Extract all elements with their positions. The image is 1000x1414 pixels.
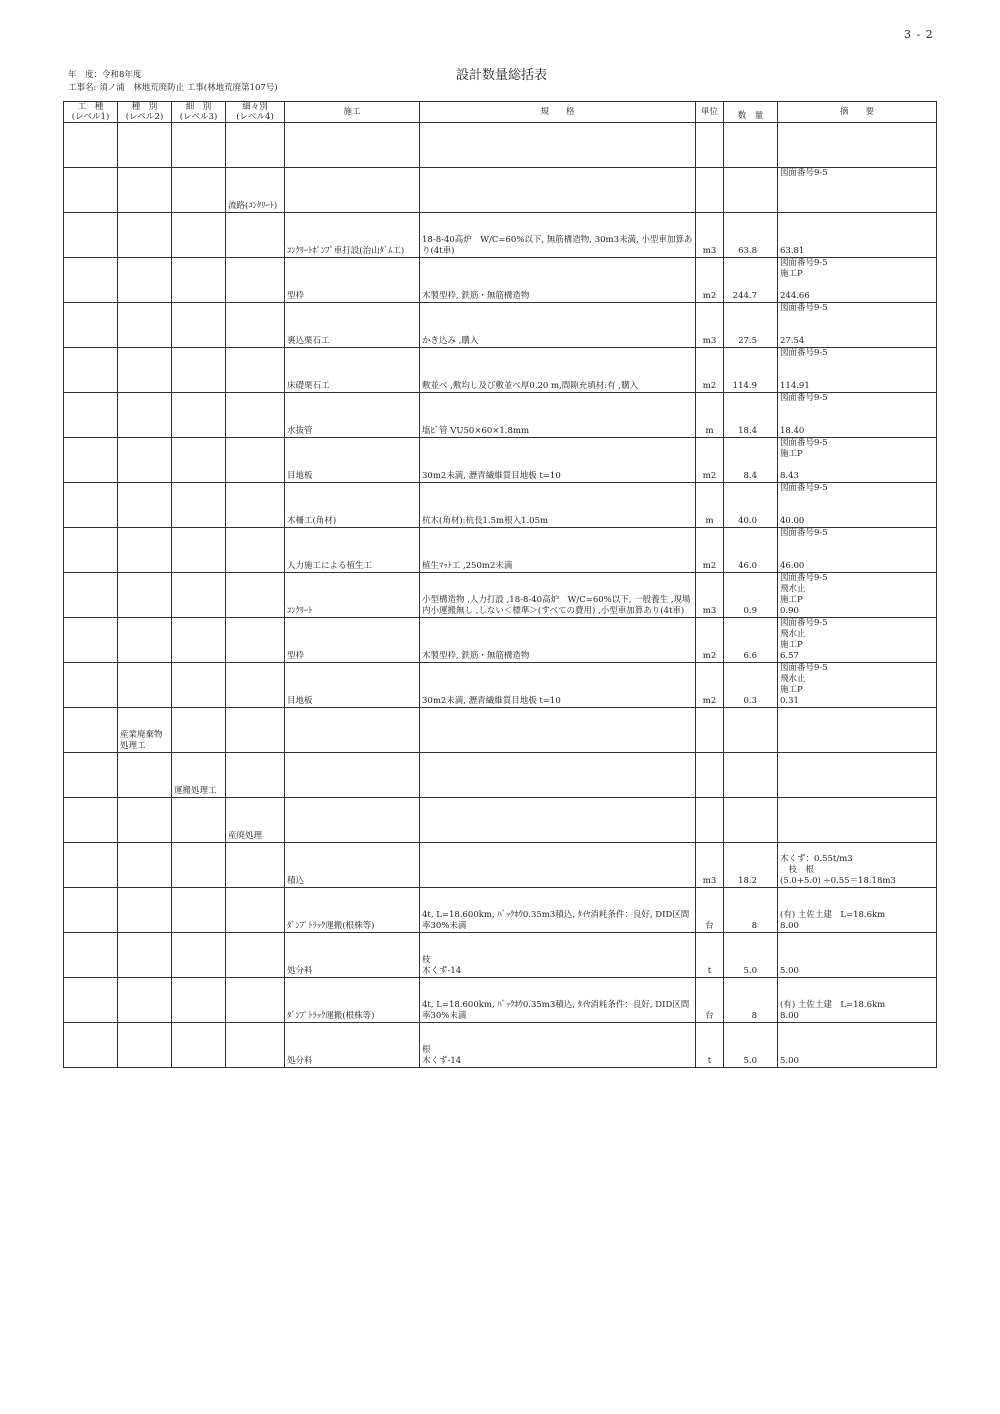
remark-line: 40.00 [780, 516, 805, 526]
cell-qty: 8.4 [724, 438, 778, 483]
header-level4: 細々別 (レベル4) [226, 102, 285, 123]
cell-unit [696, 753, 724, 798]
cell-level4: 産廃処理 [226, 798, 285, 843]
table-row [64, 753, 937, 798]
remark-line [780, 224, 934, 235]
cell-level3 [172, 123, 226, 168]
remark-line: 図面番号9-5 [780, 168, 828, 178]
cell-unit: m2 [696, 528, 724, 573]
remark-line: 図面番号9-5 [780, 348, 828, 358]
table-row [64, 438, 937, 483]
cell-level4 [226, 438, 285, 483]
cell-level3 [172, 573, 226, 618]
cell-spec [420, 168, 696, 213]
cell-spec [420, 753, 696, 798]
cell-work: 目地板 [285, 438, 420, 483]
cell-level1 [64, 213, 118, 258]
cell-remark [778, 303, 937, 348]
remark-line: 木くず：0.55t/m3 [780, 854, 853, 864]
cell-work [285, 753, 420, 798]
remark-line [780, 404, 934, 415]
remark-line: 施工P [780, 449, 803, 459]
cell-level4 [226, 663, 285, 708]
cell-spec: 18-8-40高炉 W/C=60%以下, 無筋構造物, 30m3未満, 小型車加算あり(4t車) [420, 213, 696, 258]
header-level2: 種 別 (レベル2) [118, 102, 172, 123]
remark-line: 図面番号9-5 [780, 258, 828, 268]
remark-line: 8.00 [780, 921, 799, 931]
table-row [64, 663, 937, 708]
remark-line [780, 235, 934, 246]
cell-level3 [172, 348, 226, 393]
cell-level1 [64, 843, 118, 888]
cell-level2: 産業廃棄物処理工 [118, 708, 172, 753]
remark-line: 0.90 [780, 606, 799, 616]
table-row [64, 933, 937, 978]
cell-remark [778, 213, 937, 258]
cell-level1 [64, 528, 118, 573]
cell-work: ﾀﾞﾝﾌﾟﾄﾗｯｸ運搬(根株等) [285, 978, 420, 1023]
cell-spec: 塩ﾋﾞ管 VU50×60×1.8mm [420, 393, 696, 438]
cell-qty: 18.4 [724, 393, 778, 438]
cell-level2 [118, 663, 172, 708]
cell-work [285, 123, 420, 168]
cell-level4: 流路(ｺﾝｸﾘｰﾄ) [226, 168, 285, 213]
cell-level3 [172, 438, 226, 483]
cell-level1 [64, 888, 118, 933]
cell-spec: 杭木(角材):杭長1.5m根入1.05m [420, 483, 696, 528]
cell-unit [696, 708, 724, 753]
cell-remark [778, 933, 937, 978]
cell-spec [420, 123, 696, 168]
cell-work: 床礎栗石工 [285, 348, 420, 393]
cell-remark [778, 843, 937, 888]
cell-work: 積込 [285, 843, 420, 888]
cell-level3 [172, 933, 226, 978]
cell-qty: 8 [724, 888, 778, 933]
cell-level3 [172, 798, 226, 843]
header-qty: 数 量 [724, 102, 778, 123]
remark-line: 18.40 [780, 426, 805, 436]
cell-level4 [226, 618, 285, 663]
table-row [64, 213, 937, 258]
cell-level4 [226, 933, 285, 978]
cell-work: ｺﾝｸﾘｰﾄﾎﾟﾝﾌﾟ車打設(治山ﾀﾞﾑ工) [285, 213, 420, 258]
cell-qty [724, 753, 778, 798]
cell-remark [778, 258, 937, 303]
cell-unit: m2 [696, 438, 724, 483]
cell-level3 [172, 213, 226, 258]
remark-line: (有) 土佐土建 L=18.6km [780, 910, 886, 920]
remark-line [780, 325, 934, 336]
header-level1: 工 種 (レベル1) [64, 102, 118, 123]
cell-level1 [64, 438, 118, 483]
cell-level4 [226, 348, 285, 393]
remark-line: 飛水止 [780, 584, 806, 594]
cell-unit [696, 168, 724, 213]
cell-unit: m3 [696, 573, 724, 618]
cell-qty: 27.5 [724, 303, 778, 348]
remark-line [780, 314, 934, 325]
cell-level2 [118, 843, 172, 888]
cell-spec: 木製型枠, 鉄筋・無筋構造物 [420, 618, 696, 663]
header-remark: 摘 要 [778, 102, 937, 123]
cell-spec: 木製型枠, 鉄筋・無筋構造物 [420, 258, 696, 303]
cell-level3 [172, 888, 226, 933]
remark-line: (5.0+5.0) ÷0.55＝18.18m3 [780, 876, 896, 886]
cell-level3 [172, 168, 226, 213]
cell-unit: 台 [696, 978, 724, 1023]
cell-remark [778, 528, 937, 573]
cell-spec: 4t, L=18.600km, ﾊﾞｯｸﾎｳ0.35m3積込, ﾀｲﾔ消耗条件：良好, DID区間率30%未満 [420, 978, 696, 1023]
remark-line: 飛水止 [780, 674, 806, 684]
cell-qty: 5.0 [724, 933, 778, 978]
cell-level4 [226, 303, 285, 348]
cell-qty: 6.6 [724, 618, 778, 663]
cell-level4 [226, 573, 285, 618]
cell-level2 [118, 528, 172, 573]
table-row [64, 888, 937, 933]
cell-level3 [172, 393, 226, 438]
cell-unit: m2 [696, 663, 724, 708]
table-row [64, 843, 937, 888]
cell-level2 [118, 1023, 172, 1068]
cell-level1 [64, 798, 118, 843]
remark-line [780, 213, 934, 224]
cell-unit [696, 123, 724, 168]
cell-qty [724, 168, 778, 213]
cell-qty [724, 708, 778, 753]
cell-level1 [64, 348, 118, 393]
remark-line: 114.91 [780, 381, 810, 391]
cell-remark [778, 348, 937, 393]
cell-level1 [64, 708, 118, 753]
header-unit: 単位 [696, 102, 724, 123]
remark-line: 8.43 [780, 471, 799, 481]
cell-remark [778, 618, 937, 663]
cell-level1 [64, 573, 118, 618]
remark-line [780, 460, 934, 471]
cell-work: 裏込栗石工 [285, 303, 420, 348]
remark-line: 27.54 [780, 336, 805, 346]
cell-work: 処分料 [285, 933, 420, 978]
cell-remark [778, 798, 937, 843]
cell-unit: m2 [696, 618, 724, 663]
cell-spec: 30m2未満, 瀝青繊維質目地板 t=10 [420, 438, 696, 483]
cell-spec: 小型構造物 ,人力打設 ,18-8-40高炉 W/C=60%以下, 一般養生 ,現場内小運搬無し ,しない＜標準＞(すべての費用) ,小型車加算あり(4t車) [420, 573, 696, 618]
cell-remark [778, 753, 937, 798]
cell-level3 [172, 528, 226, 573]
cell-work: 目地板 [285, 663, 420, 708]
cell-level2 [118, 393, 172, 438]
cell-level2 [118, 258, 172, 303]
cell-level2 [118, 888, 172, 933]
cell-remark [778, 978, 937, 1023]
cell-level2 [118, 933, 172, 978]
table-row [64, 168, 937, 213]
cell-level1 [64, 483, 118, 528]
cell-level2 [118, 798, 172, 843]
cell-qty: 5.0 [724, 1023, 778, 1068]
cell-spec [420, 708, 696, 753]
cell-level2 [118, 483, 172, 528]
cell-work: 木柵工(角材) [285, 483, 420, 528]
cell-work: 型枠 [285, 258, 420, 303]
cell-level1 [64, 123, 118, 168]
cell-level3 [172, 708, 226, 753]
remark-line: 244.66 [780, 291, 810, 301]
quantity-summary-table [63, 101, 937, 1068]
cell-level4 [226, 888, 285, 933]
table-row [64, 1023, 937, 1068]
remark-line: (有) 土佐土建 L=18.6km [780, 1000, 886, 1010]
cell-remark [778, 1023, 937, 1068]
cell-spec: 30m2未満, 瀝青繊維質目地板 t=10 [420, 663, 696, 708]
cell-level3 [172, 483, 226, 528]
cell-unit: m3 [696, 303, 724, 348]
remark-line [780, 280, 934, 291]
remark-line: 63.81 [780, 246, 805, 256]
cell-level4 [226, 978, 285, 1023]
cell-level3 [172, 663, 226, 708]
cell-level2 [118, 213, 172, 258]
cell-level1 [64, 618, 118, 663]
remark-line: 図面番号9-5 [780, 303, 828, 313]
cell-remark [778, 123, 937, 168]
cell-level4 [226, 258, 285, 303]
cell-level4 [226, 843, 285, 888]
cell-level3 [172, 618, 226, 663]
cell-remark [778, 438, 937, 483]
table-row [64, 573, 937, 618]
remark-line [780, 415, 934, 426]
cell-qty: 0.9 [724, 573, 778, 618]
cell-spec [420, 798, 696, 843]
cell-level1 [64, 303, 118, 348]
cell-work [285, 798, 420, 843]
cell-work: ｺﾝｸﾘｰﾄ [285, 573, 420, 618]
cell-unit: m2 [696, 348, 724, 393]
cell-unit: 台 [696, 888, 724, 933]
cell-qty [724, 123, 778, 168]
remark-line: 施工P [780, 595, 803, 605]
cell-level1 [64, 978, 118, 1023]
cell-remark [778, 888, 937, 933]
cell-qty: 46.0 [724, 528, 778, 573]
cell-unit: m [696, 393, 724, 438]
cell-unit: m [696, 483, 724, 528]
cell-level2 [118, 168, 172, 213]
remark-line: 図面番号9-5 [780, 618, 828, 628]
table-row [64, 393, 937, 438]
remark-line: 図面番号9-5 [780, 528, 828, 538]
cell-remark [778, 708, 937, 753]
remark-line: 5.00 [780, 966, 799, 976]
cell-remark [778, 483, 937, 528]
cell-work [285, 708, 420, 753]
cell-level2 [118, 348, 172, 393]
cell-spec: 敷並べ ,敷均し及び敷並べ厚0.20 m,間隙充填材:有 ,購入 [420, 348, 696, 393]
remark-line [780, 359, 934, 370]
cell-level1 [64, 168, 118, 213]
cell-unit [696, 798, 724, 843]
cell-qty: 18.2 [724, 843, 778, 888]
header-spec: 規 格 [420, 102, 696, 123]
remark-line [780, 505, 934, 516]
cell-spec [420, 843, 696, 888]
cell-level4 [226, 483, 285, 528]
remark-line: 飛水止 [780, 629, 806, 639]
page-title: 設計数量総括表 [456, 68, 548, 83]
cell-level2 [118, 978, 172, 1023]
cell-level1 [64, 1023, 118, 1068]
header-work: 施工 [285, 102, 420, 123]
table-row [64, 528, 937, 573]
header-level3: 細 別 (レベル3) [172, 102, 226, 123]
cell-unit: m3 [696, 843, 724, 888]
cell-qty: 40.0 [724, 483, 778, 528]
cell-work: 型枠 [285, 618, 420, 663]
cell-unit: m3 [696, 213, 724, 258]
cell-spec: 根 木くず-14 [420, 1023, 696, 1068]
remark-line: 施工P [780, 640, 803, 650]
remark-line: 図面番号9-5 [780, 573, 828, 583]
remark-line: 8.00 [780, 1011, 799, 1021]
cell-level2 [118, 438, 172, 483]
remark-line [780, 550, 934, 561]
cell-level4 [226, 123, 285, 168]
cell-level1 [64, 258, 118, 303]
cell-qty: 8 [724, 978, 778, 1023]
table-row [64, 348, 937, 393]
cell-work: 処分料 [285, 1023, 420, 1068]
cell-spec: 植生ﾏｯﾄ工 ,250m2未満 [420, 528, 696, 573]
table-row [64, 483, 937, 528]
cell-work: ﾀﾞﾝﾌﾟﾄﾗｯｸ運搬(根株等) [285, 888, 420, 933]
cell-level1 [64, 663, 118, 708]
remark-line: 施工P [780, 685, 803, 695]
table-header-row [64, 102, 937, 123]
remark-line [780, 539, 934, 550]
cell-spec: かき込み ,購入 [420, 303, 696, 348]
cell-qty [724, 798, 778, 843]
cell-level1 [64, 933, 118, 978]
cell-qty: 0.3 [724, 663, 778, 708]
cell-level4 [226, 708, 285, 753]
cell-level4 [226, 528, 285, 573]
cell-level1 [64, 393, 118, 438]
table-row [64, 978, 937, 1023]
cell-remark [778, 168, 937, 213]
table-row [64, 708, 937, 753]
cell-qty: 244.7 [724, 258, 778, 303]
cell-level2 [118, 303, 172, 348]
cell-level3 [172, 978, 226, 1023]
cell-qty: 114.9 [724, 348, 778, 393]
cell-work: 水抜管 [285, 393, 420, 438]
remark-line: 図面番号9-5 [780, 483, 828, 493]
cell-level4 [226, 213, 285, 258]
cell-remark [778, 663, 937, 708]
remark-line: 5.00 [780, 1056, 799, 1066]
cell-level3 [172, 258, 226, 303]
page-number: 3 - 2 [904, 28, 934, 41]
cell-level4 [226, 753, 285, 798]
remark-line [780, 370, 934, 381]
cell-level3 [172, 1023, 226, 1068]
cell-level3 [172, 843, 226, 888]
cell-unit: t [696, 933, 724, 978]
remark-line: 図面番号9-5 [780, 663, 828, 673]
remark-line: 図面番号9-5 [780, 393, 828, 403]
cell-level4 [226, 393, 285, 438]
table-row [64, 618, 937, 663]
remark-line: 施工P [780, 269, 803, 279]
cell-level1 [64, 753, 118, 798]
table-row [64, 303, 937, 348]
cell-unit: t [696, 1023, 724, 1068]
cell-level4 [226, 1023, 285, 1068]
cell-level2 [118, 573, 172, 618]
cell-level2 [118, 123, 172, 168]
cell-work: 人力施工による植生工 [285, 528, 420, 573]
remark-line: 枝 根 [780, 865, 815, 875]
cell-level3: 運搬処理工 [172, 753, 226, 798]
cell-spec: 4t, L=18.600km, ﾊﾞｯｸﾎｳ0.35m3積込, ﾀｲﾔ消耗条件：良好, DID区間率30%未満 [420, 888, 696, 933]
cell-unit: m2 [696, 258, 724, 303]
project-name: 工事名: 須ノ浦 林地荒廃防止 工事(林地荒廃第107号) [68, 83, 278, 93]
table-row [64, 798, 937, 843]
cell-level3 [172, 303, 226, 348]
remark-line: 0.31 [780, 696, 799, 706]
table-row [64, 258, 937, 303]
cell-level2 [118, 753, 172, 798]
cell-spec: 枝 木くず-14 [420, 933, 696, 978]
remark-line: 図面番号9-5 [780, 438, 828, 448]
cell-work [285, 168, 420, 213]
table-row [64, 123, 937, 168]
remark-line: 46.00 [780, 561, 805, 571]
cell-level2 [118, 618, 172, 663]
remark-line: 6.57 [780, 651, 799, 661]
cell-remark [778, 573, 937, 618]
cell-remark [778, 393, 937, 438]
remark-line [780, 494, 934, 505]
fiscal-year: 年 度：令和8年度 [68, 70, 142, 80]
cell-qty: 63.8 [724, 213, 778, 258]
